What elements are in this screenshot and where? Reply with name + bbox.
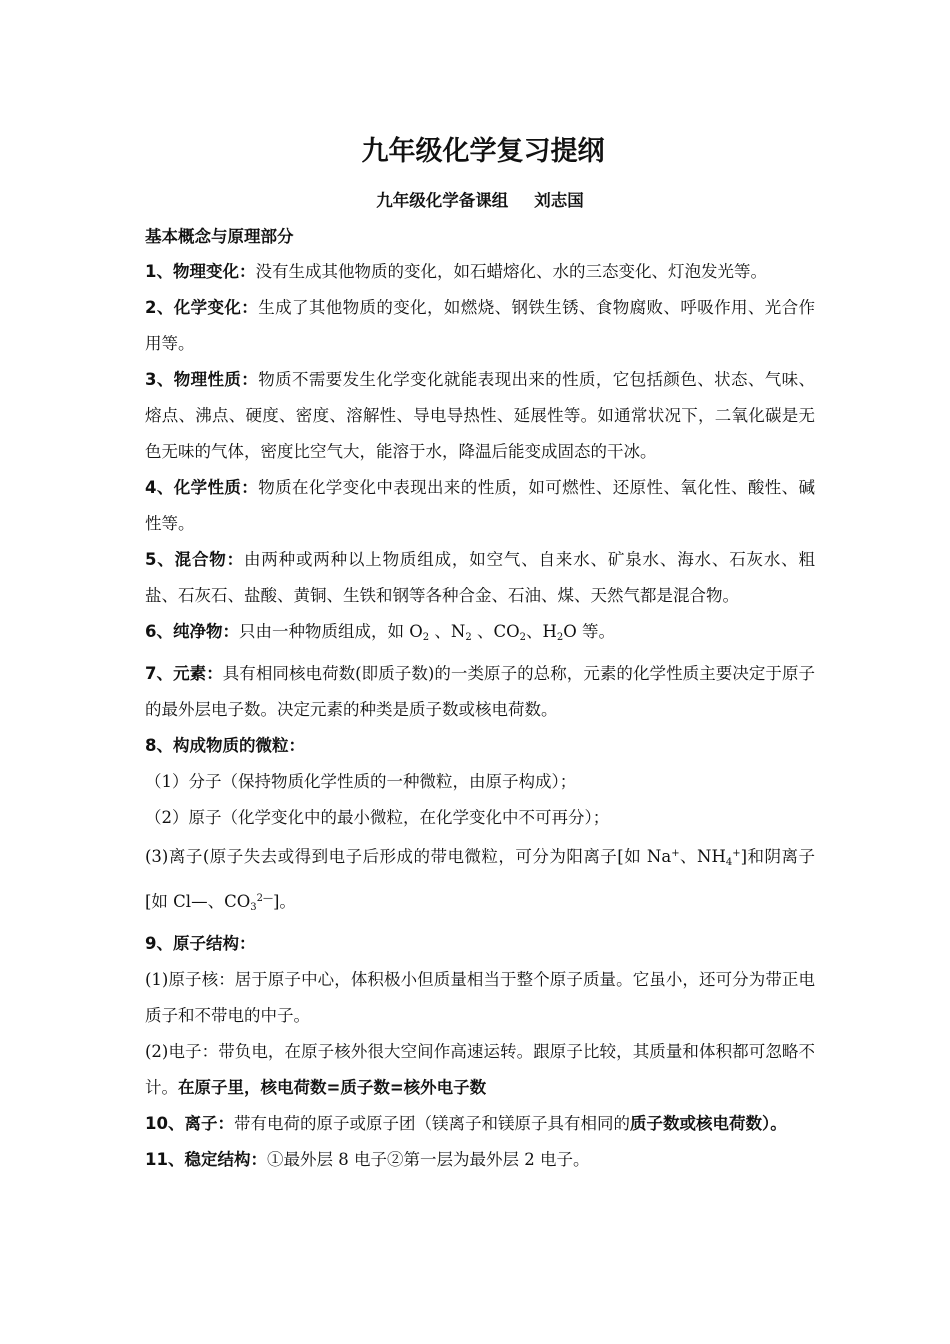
item-term: 3、物理性质： <box>145 370 259 389</box>
item-term: 1、物理变化： <box>145 262 256 281</box>
subtitle-group: 九年级化学备课组 <box>376 191 509 210</box>
subscript: 2 <box>465 632 472 643</box>
item-text: 物质不需要发生化学变化就能表现出来的性质，它包括颜色、状态、气味、熔点、沸点、硬度、密度、溶解性、导电导热性、延展性等。如通常状况下，二氧化碳是无色无味的气体，密度比空气大，能溶于水，降温后能变成固态的干冰。 <box>145 370 816 461</box>
subscript: 3 <box>250 902 257 913</box>
superscript: 2— <box>256 893 273 904</box>
item-term: 8、构成物质的微粒： <box>145 736 305 755</box>
item-term: 11、稳定结构： <box>145 1150 267 1169</box>
item-atom-structure <box>145 926 815 962</box>
item-text: ①最外层 8 电子②第一层为最外层 2 电子。 <box>266 1150 590 1169</box>
item-text: ]和阴离子[如 Cl <box>145 847 816 911</box>
item-atom-nucleus: (1)原子核：居于原子中心，体积极小但质量相当于整个原子质量。它虽小，还可分为带正电质子和不带电的中子。 <box>145 970 815 1025</box>
item-text: 具有相同核电荷数(即质子数)的一类原子的总称，元素的化学性质主要决定于原子的最外层电子数。决定元素的种类是质子数或核电荷数。 <box>145 664 816 719</box>
section-heading: 基本概念与原理部分 <box>145 227 294 246</box>
item-pure-substance <box>145 614 815 656</box>
item-particles <box>145 728 815 764</box>
item-ion <box>145 1106 815 1142</box>
item-text: 由两种或两种以上物质组成，如空气、自来水、矿泉水、海水、石灰水、粗盐、石灰石、盐酸、黄铜、生铁和钢等各种合金、石油、煤、天然气都是混合物。 <box>145 550 816 605</box>
item-term: 7、元素： <box>145 664 223 683</box>
item-physical-change <box>145 254 815 290</box>
item-text: 只由一种物质组成，如 O <box>238 622 423 641</box>
item-text: (2)电子：带负电，在原子核外很大空间作高速运转。跟原子比较，其质量和体积都可忽略不计。 <box>145 1042 815 1097</box>
item-text: 、N <box>429 622 466 641</box>
item-text: 没有生成其他物质的变化，如石蜡熔化、水的三态变化、灯泡发光等。 <box>255 262 767 281</box>
item-text: 、CO <box>471 622 520 641</box>
item-text: (3)离子(原子失去或得到电子后形成的带电微粒，可分为阳离子[如 Na <box>145 847 672 866</box>
document-page <box>145 128 815 1178</box>
item-term: 5、混合物： <box>145 550 244 569</box>
item-text: O 等。 <box>563 622 616 641</box>
subtitle-author: 刘志国 <box>534 191 584 210</box>
subscript: 4 <box>725 857 733 868</box>
item-term: 2、化学变化： <box>145 298 259 317</box>
item-mixture <box>145 542 815 614</box>
item-text: 生成了其他物质的变化，如燃烧、钢铁生锈、食物腐败、呼吸作用、光合作用等。 <box>145 298 816 353</box>
item-bold-text: 质子数或核电荷数）。 <box>629 1114 787 1133</box>
item-term: 6、纯净物： <box>145 622 239 641</box>
item-text: 、NH <box>679 847 726 866</box>
item-text: 、H <box>525 622 557 641</box>
item-atom-electron <box>145 1034 815 1106</box>
item-text: 物质在化学变化中表现出来的性质，如可燃性、还原性、氧化性、酸性、碱性等。 <box>145 478 816 533</box>
item-physical-property <box>145 362 815 470</box>
item-text: 带有电荷的原子或原子团（镁离子和镁原子具有相同的 <box>233 1114 630 1133</box>
item-chemical-property <box>145 470 815 542</box>
item-particles-molecule: （1）分子（保持物质化学性质的一种微粒，由原子构成）； <box>145 772 577 791</box>
item-text: ]。 <box>273 892 296 911</box>
item-text: —、CO <box>191 892 251 911</box>
superscript: + <box>671 848 680 859</box>
subscript: 2 <box>422 632 430 643</box>
item-bold-text: 在原子里，核电荷数=质子数=核外电子数 <box>178 1078 487 1097</box>
item-term: 9、原子结构： <box>145 934 256 953</box>
item-term: 10、离子： <box>145 1114 234 1133</box>
item-particles-ion <box>145 836 815 926</box>
superscript: + <box>732 848 741 859</box>
page-title: 九年级化学复习提纲 <box>361 136 605 167</box>
subtitle <box>145 182 815 220</box>
subscript: 2 <box>519 632 526 643</box>
item-particles-atom: （2）原子（化学变化中的最小微粒，在化学变化中不可再分）； <box>145 808 610 827</box>
item-stable-structure <box>145 1142 815 1178</box>
item-term: 4、化学性质： <box>145 478 259 497</box>
subscript: 2 <box>556 632 564 643</box>
item-element <box>145 656 815 728</box>
item-chemical-change <box>145 290 815 362</box>
